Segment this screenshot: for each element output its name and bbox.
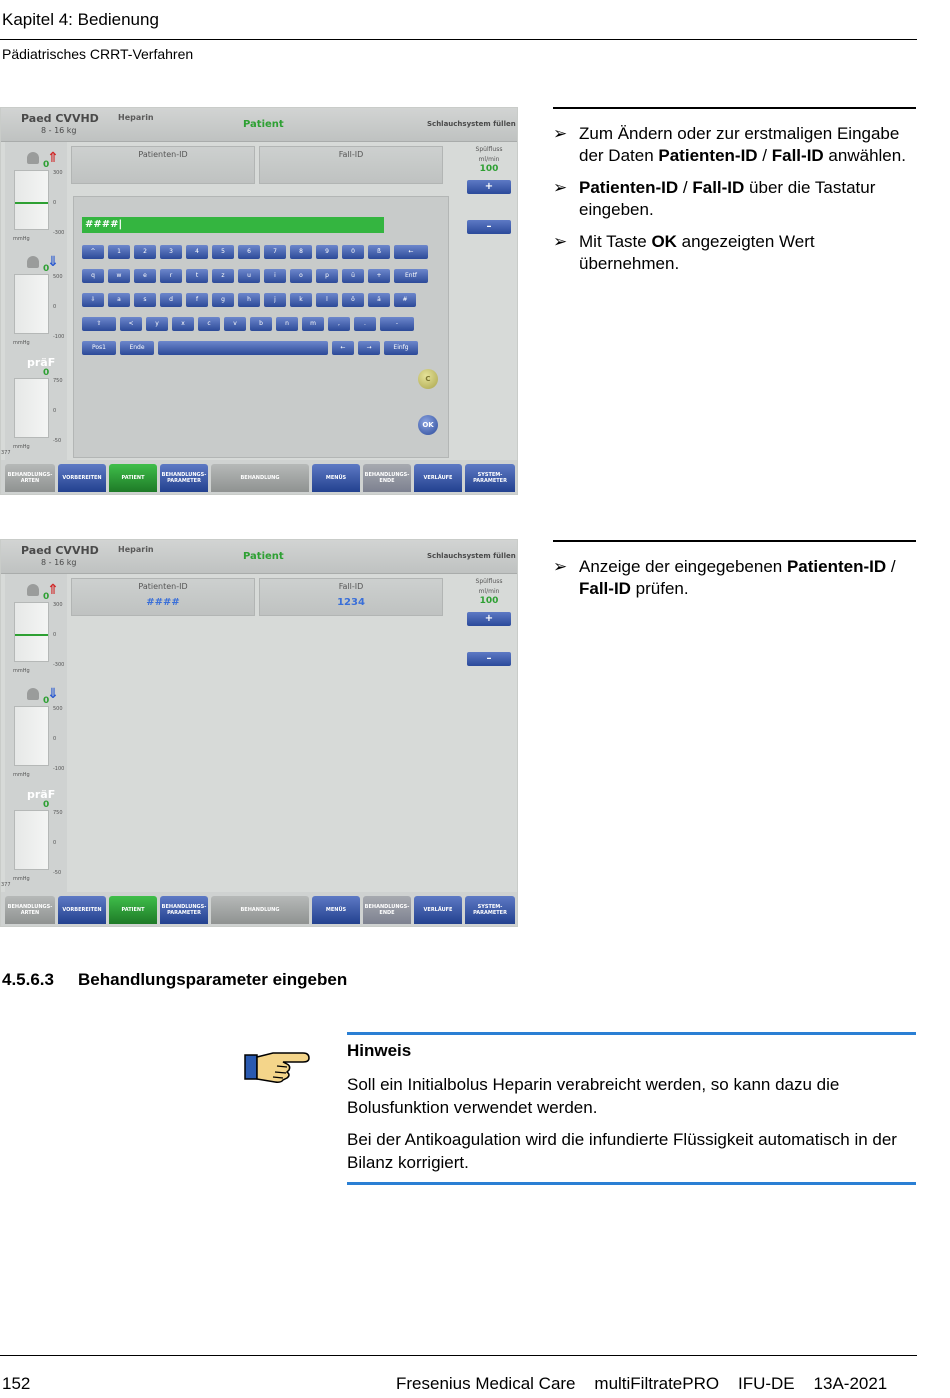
key[interactable]: ö xyxy=(342,293,364,307)
space-key[interactable] xyxy=(158,341,328,355)
key[interactable]: h xyxy=(238,293,260,307)
note-title: Hinweis xyxy=(347,1041,412,1060)
treatment-mode: Paed CVVHD xyxy=(21,112,99,125)
gauge-tick: 0 xyxy=(53,840,57,846)
tab-treatment[interactable]: BEHANDLUNG xyxy=(211,464,309,492)
screenshot-keyboard-entry xyxy=(0,107,518,495)
key[interactable]: 6 xyxy=(238,245,260,259)
venous-arrow-icon: ⇓ xyxy=(47,254,59,270)
tab-histories[interactable]: VERLÄUFE xyxy=(414,464,462,492)
anticoagulation-label: Heparin xyxy=(118,545,154,554)
key[interactable]: r xyxy=(160,269,182,283)
gauge-value: 0 xyxy=(43,264,50,274)
key[interactable]: n xyxy=(276,317,298,331)
tab-prepare[interactable]: VORBEREITEN xyxy=(58,896,106,924)
key[interactable]: 2 xyxy=(134,245,156,259)
keyboard-row-2 xyxy=(82,269,428,283)
gauge-unit: mmHg xyxy=(13,668,30,674)
cursor-left-key[interactable]: ← xyxy=(332,341,354,355)
gauge-unit: mmHg xyxy=(13,444,30,450)
key[interactable]: 5 xyxy=(212,245,234,259)
instruction-arrow-icon: ➢ xyxy=(553,557,568,576)
gauge-unit: mmHg xyxy=(13,340,30,346)
key[interactable]: d xyxy=(160,293,182,307)
case-id-label: Fall-ID xyxy=(338,582,364,591)
note-top-rule xyxy=(347,1032,916,1035)
key[interactable]: q xyxy=(82,269,104,283)
key[interactable]: m xyxy=(302,317,324,331)
key[interactable]: 7 xyxy=(264,245,286,259)
keyboard-row-4 xyxy=(82,317,414,331)
instruction-bold: Patienten-ID xyxy=(658,146,758,165)
tab-treatment-types[interactable]: BEHANDLUNGS-ARTEN xyxy=(5,464,55,492)
footer-document-info: Fresenius Medical Care multiFiltratePRO IFU-DE 13A-2021 xyxy=(396,1374,888,1393)
key[interactable]: , xyxy=(328,317,350,331)
gauge-bar xyxy=(14,810,49,870)
keyboard-row-3 xyxy=(82,293,416,307)
key[interactable]: j xyxy=(264,293,286,307)
arterial-pressure-gauge xyxy=(9,146,69,246)
gauge-bar xyxy=(14,706,49,766)
gauge-tick: 0 xyxy=(53,408,57,414)
navigation-tabs xyxy=(1,892,518,927)
key[interactable]: 9 xyxy=(316,245,338,259)
instruction-bold: Fall-ID xyxy=(579,579,631,598)
pressure-column xyxy=(5,574,67,892)
decrease-button[interactable]: – xyxy=(467,652,511,666)
tab-patient[interactable]: PATIENT xyxy=(109,896,157,924)
key[interactable]: # xyxy=(394,293,416,307)
instruction-text: über die Tastatur eingeben. xyxy=(579,178,876,219)
tab-system-parameters[interactable]: SYSTEM-PARAMETER xyxy=(465,896,515,924)
case-id-field[interactable] xyxy=(259,146,443,184)
footer-divider xyxy=(0,1355,917,1356)
pointing-hand-icon xyxy=(243,1045,313,1087)
decrease-button[interactable]: – xyxy=(467,220,511,234)
gauge-bar xyxy=(14,274,49,334)
venous-pressure-gauge xyxy=(9,682,69,782)
instruction-bold: Patienten-ID xyxy=(786,557,887,576)
section-number: 4.5.6.3 xyxy=(2,970,54,989)
section-title: Behandlungsparameter eingeben xyxy=(78,970,348,989)
screenshot-check-values xyxy=(0,539,518,927)
case-id-label: Fall-ID xyxy=(338,150,364,159)
tab-treatment-parameters[interactable]: BEHANDLUNGS-PARAMETER xyxy=(160,464,208,492)
person-icon xyxy=(27,152,39,164)
gauge-value: 0 xyxy=(43,368,50,378)
weight-range: 8 - 16 kg xyxy=(41,126,77,135)
gauge-tick: -300 xyxy=(53,230,65,236)
prefilter-pressure-gauge xyxy=(9,354,69,454)
backspace-key[interactable]: ← xyxy=(394,245,428,259)
note-paragraph: Bei der Antikoagulation wird die infundierte Flüssigkeit automatisch in der Bilanz korrigiert. xyxy=(347,1130,897,1172)
prefilter-pressure-gauge xyxy=(9,786,69,886)
key[interactable]: 3 xyxy=(160,245,182,259)
instruction-text: Anzeige der eingegebenen xyxy=(579,557,787,576)
instruction-text: Mit Taste xyxy=(579,232,652,251)
person-icon xyxy=(27,688,39,700)
gauge-tick: 0 xyxy=(53,200,57,206)
key[interactable]: y xyxy=(146,317,168,331)
caps-lock-key[interactable]: ⇩ xyxy=(82,293,104,307)
instruction-text: anwählen. xyxy=(823,146,906,165)
note-paragraph: Soll ein Initialbolus Heparin verabreicht werden, so kann dazu die Bolusfunktion verwendet werden. xyxy=(347,1075,840,1117)
ok-button[interactable]: OK xyxy=(418,415,438,435)
gauge-value: 0 xyxy=(43,160,50,170)
patient-id-label: Patienten-ID xyxy=(138,150,188,159)
chapter-title: Kapitel 4: Bedienung xyxy=(2,10,159,29)
rinse-flow-unit: ml/min xyxy=(478,588,500,595)
key[interactable]: z xyxy=(212,269,234,283)
patient-id-field[interactable] xyxy=(71,578,255,616)
instruction-list-1 xyxy=(553,123,917,285)
tab-patient[interactable]: PATIENT xyxy=(109,464,157,492)
delete-key[interactable]: Entf xyxy=(394,269,428,283)
gauge-label: präF xyxy=(27,356,56,369)
gauge-tick: 750 xyxy=(53,810,63,816)
home-key[interactable]: Pos1 xyxy=(82,341,116,355)
cursor-right-key[interactable]: → xyxy=(358,341,380,355)
gauge-tick: -300 xyxy=(53,662,65,668)
patient-id-value: #### xyxy=(146,597,180,608)
rinse-flow-label: Spülfluss xyxy=(475,578,503,585)
keyboard-row-5 xyxy=(82,341,418,355)
key[interactable]: f xyxy=(186,293,208,307)
instruction-item xyxy=(553,123,917,167)
gauge-tick: -50 xyxy=(53,870,62,876)
key[interactable]: o xyxy=(290,269,312,283)
case-id-field[interactable] xyxy=(259,578,443,616)
screen-counter: 377 xyxy=(1,450,11,456)
instruction-bold: Patienten-ID xyxy=(579,178,679,197)
shift-key[interactable]: ⇧ xyxy=(82,317,116,331)
gauge-tick: 300 xyxy=(53,170,63,176)
key[interactable]: g xyxy=(212,293,234,307)
key[interactable]: 8 xyxy=(290,245,312,259)
key[interactable]: e xyxy=(134,269,156,283)
key[interactable]: u xyxy=(238,269,260,283)
key[interactable]: v xyxy=(224,317,246,331)
end-key[interactable]: Ende xyxy=(120,341,154,355)
instruction-text: / xyxy=(678,178,693,197)
keyboard-input-field[interactable]: ####| xyxy=(82,217,384,233)
tab-menus[interactable]: MENÜS xyxy=(312,464,360,492)
person-icon xyxy=(27,256,39,268)
screen-tab-title: Patient xyxy=(243,119,284,130)
increase-button[interactable]: + xyxy=(467,612,511,626)
screen-status-bar xyxy=(1,108,518,142)
gauge-bar xyxy=(14,602,49,662)
key[interactable]: l xyxy=(316,293,338,307)
venous-pressure-gauge xyxy=(9,250,69,350)
navigation-tabs xyxy=(1,460,518,495)
instruction-bold: OK xyxy=(651,232,677,251)
key[interactable]: ä xyxy=(368,293,390,307)
tab-treatment-end[interactable]: BEHANDLUNGS-ENDE xyxy=(363,464,411,492)
instruction-arrow-icon: ➢ xyxy=(553,232,568,251)
gauge-tick: -50 xyxy=(53,438,62,444)
key[interactable]: 4 xyxy=(186,245,208,259)
instruction-text: prüfen. xyxy=(630,579,689,598)
key[interactable]: ^ xyxy=(82,245,104,259)
key[interactable]: a xyxy=(108,293,130,307)
keyboard-panel xyxy=(73,196,449,458)
rinse-flow-value: 100 xyxy=(479,596,499,606)
gauge-level-line xyxy=(15,202,48,204)
treatment-mode: Paed CVVHD xyxy=(21,544,99,557)
key[interactable]: + xyxy=(368,269,390,283)
gauge-tick: 500 xyxy=(53,274,63,280)
note-bottom-rule xyxy=(347,1182,916,1185)
tab-treatment-end[interactable]: BEHANDLUNGS-ENDE xyxy=(363,896,411,924)
instruction-item xyxy=(553,556,917,600)
key[interactable]: k xyxy=(290,293,312,307)
key[interactable]: c xyxy=(198,317,220,331)
rinse-flow-unit: ml/min xyxy=(478,156,500,163)
key[interactable]: w xyxy=(108,269,130,283)
case-id-value: 1234 xyxy=(337,597,365,608)
key[interactable]: p xyxy=(316,269,338,283)
instruction-bold: Fall-ID xyxy=(771,146,824,165)
gauge-tick: -100 xyxy=(53,766,65,772)
gauge-tick: 0 xyxy=(53,736,57,742)
gauge-tick: -100 xyxy=(53,334,65,340)
patient-id-label: Patienten-ID xyxy=(138,582,188,591)
screen-counter: 377 xyxy=(1,882,11,888)
person-icon xyxy=(27,584,39,596)
clear-button[interactable]: C xyxy=(418,369,438,389)
key[interactable]: - xyxy=(380,317,414,331)
instruction-list-2 xyxy=(553,556,917,610)
gauge-unit: mmHg xyxy=(13,236,30,242)
key[interactable]: < xyxy=(120,317,142,331)
keyboard-row-1 xyxy=(82,245,428,259)
instruction-item xyxy=(553,231,917,275)
key[interactable]: 1 xyxy=(108,245,130,259)
phase-label: Schlauchsystem füllen xyxy=(427,120,516,128)
key[interactable]: t xyxy=(186,269,208,283)
tab-treatment[interactable]: BEHANDLUNG xyxy=(211,896,309,924)
rinse-flow-control xyxy=(463,574,515,674)
arterial-arrow-icon: ⇑ xyxy=(47,150,59,166)
gauge-value: 0 xyxy=(43,696,50,706)
instruction-item xyxy=(553,177,917,221)
key[interactable]: ü xyxy=(342,269,364,283)
key[interactable]: s xyxy=(134,293,156,307)
page-number: 152 xyxy=(2,1374,31,1393)
rinse-flow-control xyxy=(463,142,515,242)
phase-label: Schlauchsystem füllen xyxy=(427,552,516,560)
arterial-arrow-icon: ⇑ xyxy=(47,582,59,598)
tab-treatment-parameters[interactable]: BEHANDLUNGS-PARAMETER xyxy=(160,896,208,924)
instruction-rule xyxy=(553,107,916,109)
tab-histories[interactable]: VERLÄUFE xyxy=(414,896,462,924)
gauge-label: präF xyxy=(27,788,56,801)
gauge-value: 0 xyxy=(43,800,50,810)
instruction-text: / xyxy=(757,146,772,165)
header-divider xyxy=(0,39,917,40)
gauge-value: 0 xyxy=(43,592,50,602)
gauge-unit: mmHg xyxy=(13,876,30,882)
key[interactable]: 0 xyxy=(342,245,364,259)
tab-menus[interactable]: MENÜS xyxy=(312,896,360,924)
gauge-unit: mmHg xyxy=(13,772,30,778)
instruction-rule xyxy=(553,540,916,542)
patient-id-field[interactable] xyxy=(71,146,255,184)
increase-button[interactable]: + xyxy=(467,180,511,194)
tab-system-parameters[interactable]: SYSTEM-PARAMETER xyxy=(465,464,515,492)
rinse-flow-label: Spülfluss xyxy=(475,146,503,153)
arterial-pressure-gauge xyxy=(9,578,69,678)
instruction-bold: Fall-ID xyxy=(692,178,745,197)
instruction-text: / xyxy=(886,557,896,576)
pressure-column xyxy=(5,142,67,460)
key[interactable]: b xyxy=(250,317,272,331)
tab-prepare[interactable]: VORBEREITEN xyxy=(58,464,106,492)
key[interactable]: x xyxy=(172,317,194,331)
insert-key[interactable]: Einfg xyxy=(384,341,418,355)
instruction-text: Zum Ändern oder zur erstmaligen Eingabe der Daten xyxy=(579,124,900,165)
gauge-tick: 0 xyxy=(53,304,57,310)
section-subtitle: Pädiatrisches CRRT-Verfahren xyxy=(2,46,194,62)
gauge-bar xyxy=(14,378,49,438)
instruction-arrow-icon: ➢ xyxy=(553,178,568,197)
screen-tab-title: Patient xyxy=(243,551,284,562)
anticoagulation-label: Heparin xyxy=(118,113,154,122)
tab-treatment-types[interactable]: BEHANDLUNGS-ARTEN xyxy=(5,896,55,924)
screen-status-bar xyxy=(1,540,518,574)
key[interactable]: i xyxy=(264,269,286,283)
weight-range: 8 - 16 kg xyxy=(41,558,77,567)
gauge-level-line xyxy=(15,634,48,636)
venous-arrow-icon: ⇓ xyxy=(47,686,59,702)
gauge-tick: 300 xyxy=(53,602,63,608)
instruction-arrow-icon: ➢ xyxy=(553,124,568,143)
gauge-tick: 0 xyxy=(53,632,57,638)
instruction-text: angezeigten Wert übernehmen. xyxy=(579,232,815,273)
key[interactable]: ß xyxy=(368,245,390,259)
gauge-bar xyxy=(14,170,49,230)
gauge-tick: 750 xyxy=(53,378,63,384)
rinse-flow-value: 100 xyxy=(479,164,499,174)
key[interactable]: . xyxy=(354,317,376,331)
gauge-tick: 500 xyxy=(53,706,63,712)
